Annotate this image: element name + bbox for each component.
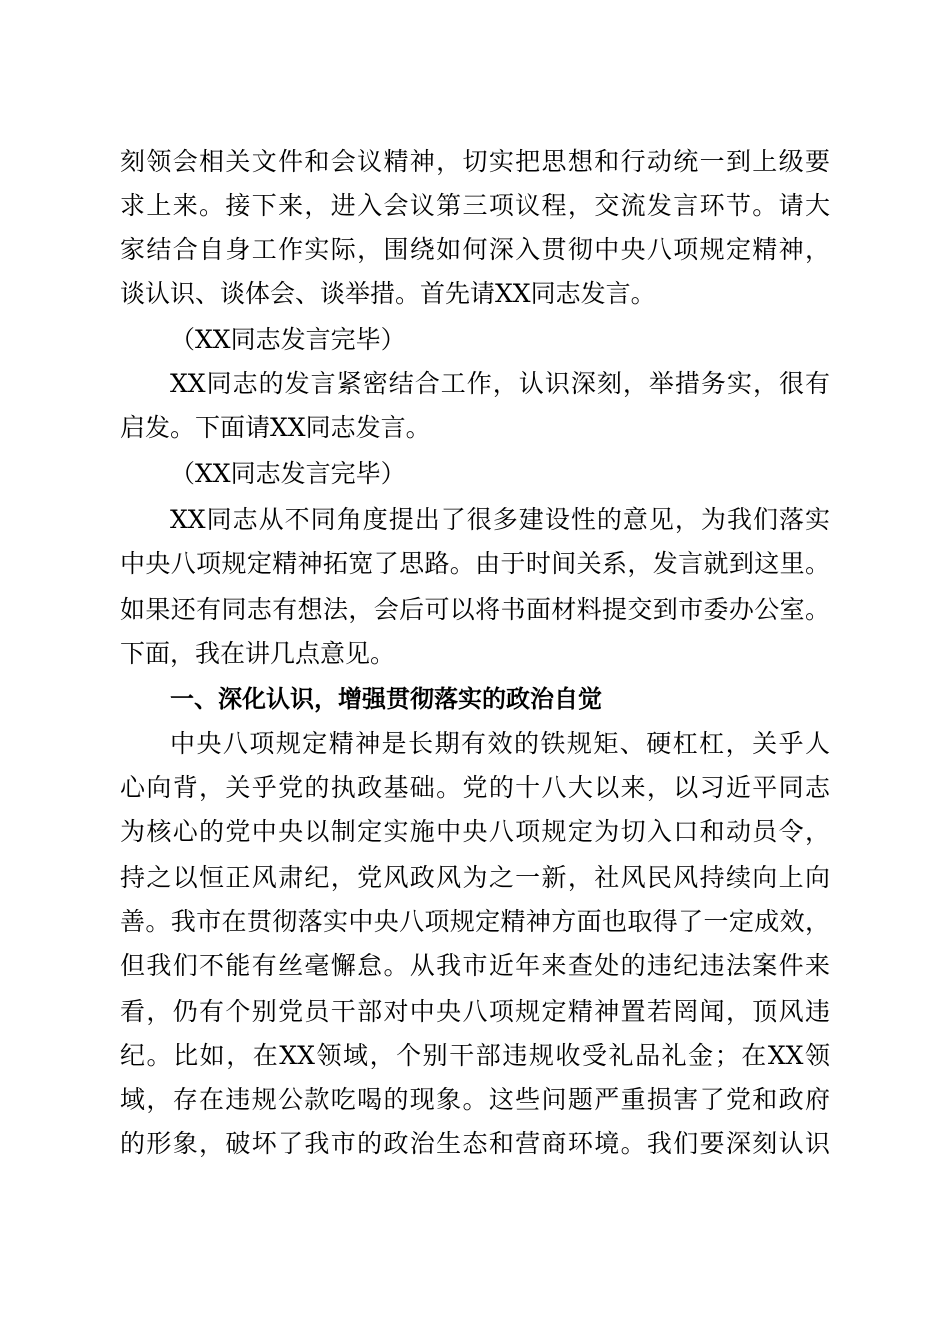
text-line: 持之以恒正风肃纪，党风政风为之一新，社风民风持续向上向: [120, 863, 830, 892]
section-heading: 一、深化认识，增强贯彻落实的政治自觉: [170, 685, 602, 713]
stage-note: （XX同志发言完毕）: [170, 459, 406, 488]
text-line: 家结合自身工作实际，围绕如何深入贯彻中央八项规定精神，: [120, 235, 830, 264]
text-line: 中央八项规定精神是长期有效的铁规矩、硬杠杠，关乎人: [170, 729, 830, 758]
stage-note: （XX同志发言完毕）: [170, 325, 406, 354]
text-line: 但我们不能有丝毫懈怠。从我市近年来查处的违纪违法案件来: [120, 951, 830, 980]
text-line: 善。我市在贯彻落实中央八项规定精神方面也取得了一定成效，: [120, 907, 830, 936]
text-line: XX同志从不同角度提出了很多建设性的意见，为我们落实: [170, 505, 830, 534]
text-line: XX同志的发言紧密结合工作，认识深刻，举措务实，很有: [170, 369, 830, 398]
text-line: 刻领会相关文件和会议精神，切实把思想和行动统一到上级要: [120, 147, 830, 176]
text-line: 启发。下面请XX同志发言。: [120, 413, 431, 442]
text-line: 域，存在违规公款吃喝的现象。这些问题严重损害了党和政府: [120, 1085, 830, 1114]
text-line: 求上来。接下来，进入会议第三项议程，交流发言环节。请大: [120, 191, 830, 220]
text-line: 为核心的党中央以制定实施中央八项规定为切入口和动员令，: [120, 817, 830, 846]
text-line: 心向背，关乎党的执政基础。党的十八大以来，以习近平同志: [120, 773, 830, 802]
text-line: 下面，我在讲几点意见。: [120, 639, 396, 668]
text-line: 纪。比如，在XX领域，个别干部违规收受礼品礼金；在XX领: [120, 1041, 830, 1070]
text-line: 看，仍有个别党员干部对中央八项规定精神置若罔闻，顶风违: [120, 997, 830, 1026]
text-line: 中央八项规定精神拓宽了思路。由于时间关系，发言就到这里。: [120, 549, 830, 578]
text-line: 如果还有同志有想法，会后可以将书面材料提交到市委办公室。: [120, 595, 830, 624]
text-line: 的形象，破坏了我市的政治生态和营商环境。我们要深刻认识: [120, 1129, 830, 1158]
text-line: 谈认识、谈体会、谈举措。首先请XX同志发言。: [120, 279, 656, 308]
